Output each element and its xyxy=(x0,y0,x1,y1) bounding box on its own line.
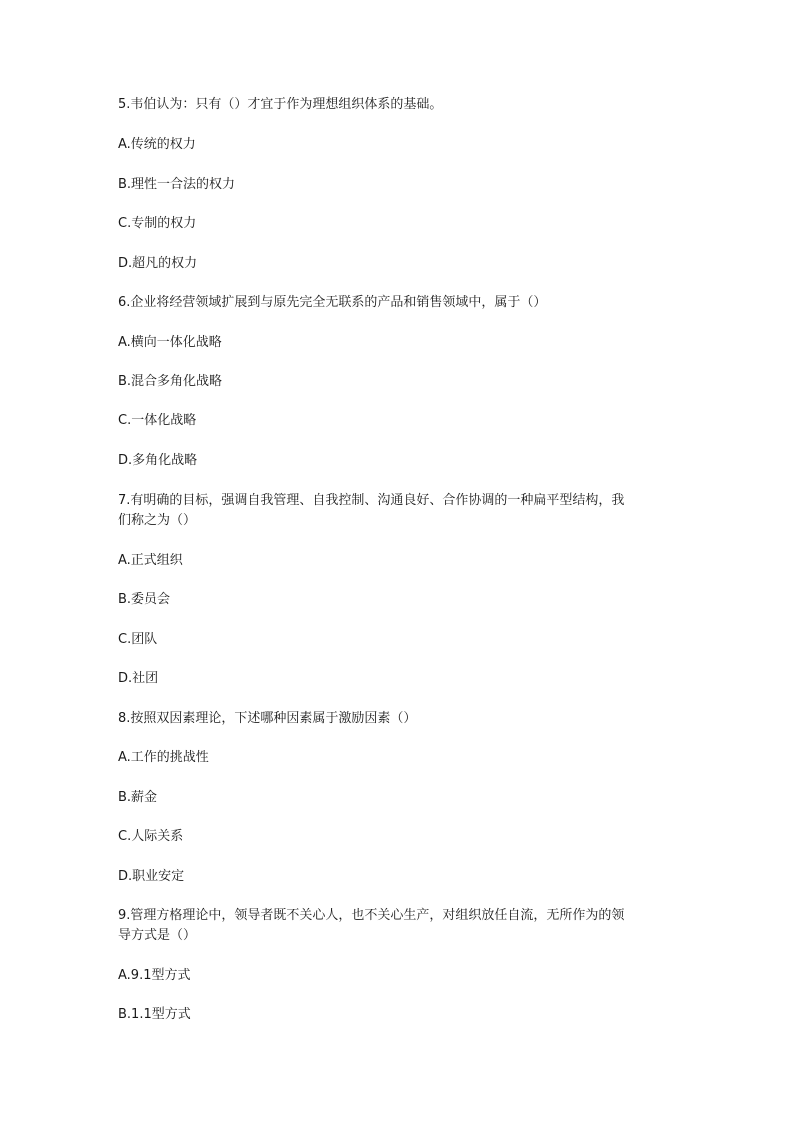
question-8-option-b: B.薪金 xyxy=(118,790,158,805)
question-7-option-b: B.委员会 xyxy=(118,592,171,607)
question-5-option-d: D.超凡的权力 xyxy=(118,256,198,271)
question-8-option-c: C.人际关系 xyxy=(118,829,184,844)
question-6-option-a: A.横向一体化战略 xyxy=(118,335,222,350)
question-7-stem-line-2: 们称之为（） xyxy=(118,513,197,528)
question-6-option-c: C.一体化战略 xyxy=(118,413,197,428)
question-8-stem: 8.按照双因素理论，下述哪种因素属于激励因素（） xyxy=(118,711,417,726)
question-7-option-c: C.团队 xyxy=(118,632,158,647)
question-8-option-a: A.工作的挑战性 xyxy=(118,750,209,765)
question-7-option-a: A.正式组织 xyxy=(118,553,183,568)
question-6-option-b: B.混合多角化战略 xyxy=(118,374,223,389)
question-9-stem-line-2: 导方式是（） xyxy=(118,928,197,943)
question-5-option-c: C.专制的权力 xyxy=(118,216,197,231)
question-9-option-b: B.1.1型方式 xyxy=(118,1007,191,1022)
question-7-option-d: D.社团 xyxy=(118,671,159,686)
question-5-option-b: B.理性一合法的权力 xyxy=(118,177,236,192)
question-8-option-d: D.职业安定 xyxy=(118,869,185,884)
question-9-stem-line-1: 9.管理方格理论中，领导者既不关心人，也不关心生产，对组织放任自流，无所作为的领 xyxy=(118,908,625,923)
question-7-stem-line-1: 7.有明确的目标，强调自我管理、自我控制、沟通良好、合作协调的一种扁平型结构，我 xyxy=(118,493,625,508)
question-5-stem: 5.韦伯认为：只有（）才宜于作为理想组织体系的基础。 xyxy=(118,97,443,112)
question-5-option-a: A.传统的权力 xyxy=(118,137,196,152)
question-9-option-a: A.9.1型方式 xyxy=(118,968,191,983)
question-6-stem: 6.企业将经营领域扩展到与原先完全无联系的产品和销售领域中，属于（） xyxy=(118,295,547,310)
question-6-option-d: D.多角化战略 xyxy=(118,453,198,468)
